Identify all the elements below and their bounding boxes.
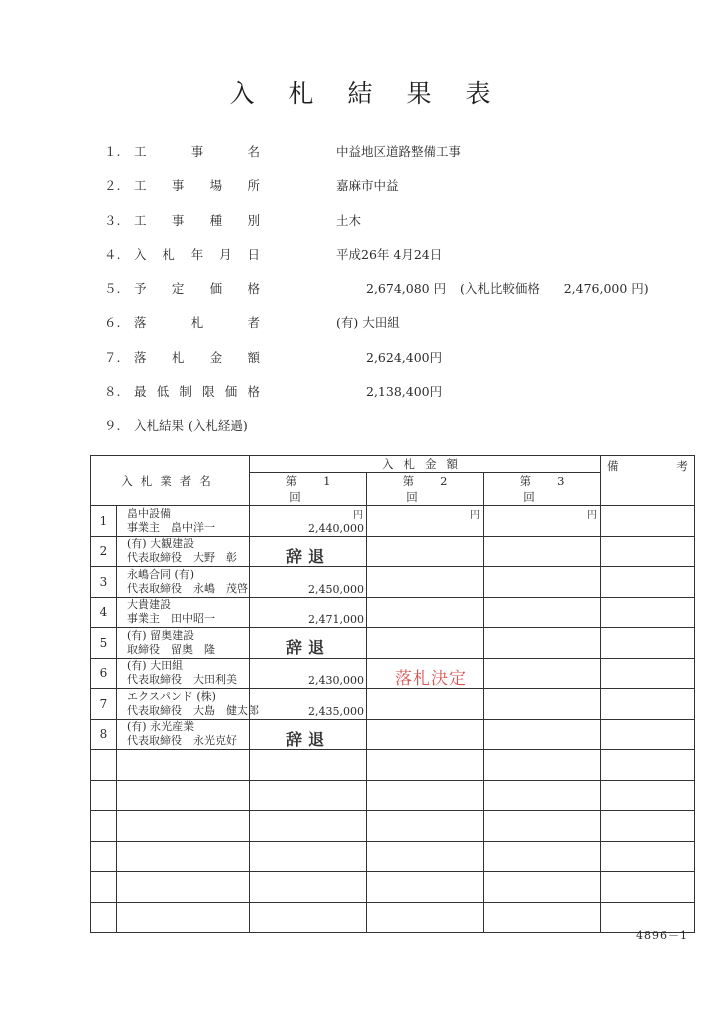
info-extra: (入札比較価格 2,476,000 円)	[460, 281, 649, 297]
empty-row	[91, 780, 695, 811]
info-label-char: 額	[247, 349, 260, 365]
info-number: ５.	[104, 281, 121, 297]
empty-cell	[117, 841, 250, 872]
bid-row	[91, 719, 695, 750]
bid-amount: 2,450,000	[308, 582, 364, 596]
bidder-name	[117, 658, 250, 689]
notes-cell	[601, 506, 695, 537]
empty-cell	[484, 841, 601, 872]
notes-cell	[601, 719, 695, 750]
empty-cell	[484, 750, 601, 781]
empty-cell	[250, 780, 367, 811]
info-label-char: 所	[247, 178, 260, 194]
round-2-header: 第2回	[367, 473, 484, 506]
info-label	[134, 313, 260, 331]
info-row	[104, 207, 704, 241]
empty-cell	[484, 872, 601, 903]
info-label-char: 価	[209, 281, 223, 297]
round-1-amount	[250, 506, 367, 537]
info-number: ３.	[104, 212, 121, 228]
info-label-char: 入	[134, 246, 147, 262]
declined-mark: 辞退	[285, 729, 330, 749]
empty-row	[91, 902, 695, 933]
round-2-amount	[367, 597, 484, 628]
empty-cell	[250, 872, 367, 903]
empty-row	[91, 872, 695, 903]
empty-cell	[601, 811, 695, 842]
company-name: 大貴建設	[127, 598, 171, 612]
round-1-amount	[250, 567, 367, 598]
round-2-amount	[367, 658, 484, 689]
info-label	[134, 176, 260, 194]
info-label-char: 価	[224, 384, 238, 400]
info-label-char: 落	[134, 349, 147, 365]
notes-cell	[601, 689, 695, 720]
notes-cell	[601, 536, 695, 567]
amount-header: 入札金額	[250, 456, 601, 473]
empty-cell	[117, 902, 250, 933]
empty-cell	[601, 872, 695, 903]
notes-cell	[601, 628, 695, 659]
bid-results-table	[90, 455, 695, 933]
bidder-number: 3	[91, 567, 117, 598]
info-label-char: 予	[134, 281, 147, 297]
info-row	[104, 378, 704, 412]
empty-cell	[601, 750, 695, 781]
info-value: 嘉麻市中益	[336, 178, 399, 194]
round-1-amount	[250, 689, 367, 720]
info-value: (有) 大田組	[336, 315, 400, 331]
info-label-char: 札	[190, 315, 204, 331]
company-name: 畠中設備	[127, 506, 171, 520]
info-number: ２.	[104, 178, 121, 194]
info-label: 入札結果 (入札経過)	[134, 418, 248, 434]
bid-row	[91, 536, 695, 567]
info-number: １.	[104, 144, 121, 159]
round-2-amount	[367, 536, 484, 567]
representative-name: 代表取締役 大野 彰	[127, 551, 237, 565]
bid-row	[91, 506, 695, 537]
info-row	[104, 309, 704, 343]
bidder-header: 入札業者名	[91, 456, 250, 506]
bidder-number: 8	[91, 719, 117, 750]
empty-cell	[367, 872, 484, 903]
round-3-amount	[484, 689, 601, 720]
info-row	[104, 138, 704, 172]
round-3-amount	[484, 567, 601, 598]
notes-header-left: 備	[607, 459, 619, 473]
round-2-amount	[367, 628, 484, 659]
bidder-name	[117, 506, 250, 537]
info-label-char: 事	[171, 178, 185, 194]
round-3-amount	[484, 536, 601, 567]
round-3-amount	[484, 658, 601, 689]
yen-unit: 円	[470, 510, 480, 521]
company-name: (有) 大観建設	[127, 537, 195, 551]
info-value: 中益地区道路整備工事	[336, 144, 462, 159]
empty-cell	[484, 902, 601, 933]
empty-cell	[367, 750, 484, 781]
empty-cell	[91, 750, 117, 781]
round-1-amount	[250, 536, 367, 567]
empty-cell	[91, 780, 117, 811]
round-3-amount	[484, 506, 601, 537]
bidder-name	[117, 689, 259, 720]
bidder-number: 6	[91, 658, 117, 689]
info-label-char: 工	[134, 144, 147, 159]
declined-mark: 辞退	[285, 638, 330, 657]
info-number: ８.	[104, 384, 121, 400]
bidder-number: 7	[91, 689, 117, 720]
round-3-amount	[484, 628, 601, 659]
empty-cell	[117, 780, 250, 811]
notes-header-right: 考	[676, 459, 688, 473]
notes-cell	[601, 597, 695, 628]
bid-row	[91, 567, 695, 598]
bidder-name	[117, 536, 250, 567]
info-label-char: 別	[247, 212, 260, 228]
info-row	[104, 275, 704, 309]
bid-row	[91, 597, 695, 628]
info-label-char: 限	[202, 384, 215, 400]
representative-name: 代表取締役 永光克好	[127, 734, 237, 748]
representative-name: 事業主 畠中洋一	[127, 520, 215, 534]
info-label-char: 格	[247, 384, 260, 400]
info-label-char: 者	[247, 315, 260, 331]
round-2-amount	[367, 689, 484, 720]
info-label-char: 低	[156, 384, 170, 400]
info-label-char: 札	[171, 349, 185, 365]
empty-cell	[484, 780, 601, 811]
bidder-number: 1	[91, 506, 117, 537]
award-stamp: 落札決定	[395, 668, 467, 689]
bid-amount: 2,471,000	[308, 613, 364, 626]
info-label-char: 落	[134, 315, 147, 331]
round-1-header: 第1回	[250, 473, 367, 506]
notes-cell	[601, 658, 695, 689]
empty-cell	[367, 841, 484, 872]
info-label-char: 定	[171, 281, 185, 297]
notes-header	[601, 456, 695, 506]
yen-unit: 円	[587, 510, 597, 521]
info-row	[104, 241, 704, 275]
empty-cell	[250, 841, 367, 872]
info-label	[134, 279, 260, 297]
info-label	[134, 142, 260, 160]
representative-name: 代表取締役 永嶋 茂啓	[127, 581, 248, 595]
empty-cell	[117, 750, 250, 781]
company-name: (有) 大田組	[127, 659, 184, 673]
round-1-amount	[250, 628, 367, 659]
empty-row	[91, 750, 695, 781]
info-label	[134, 382, 260, 400]
info-label	[134, 211, 260, 229]
empty-cell	[91, 872, 117, 903]
info-label-char: 日	[247, 246, 260, 262]
notes-cell	[601, 567, 695, 598]
empty-cell	[367, 811, 484, 842]
bid-row	[91, 628, 695, 659]
info-value: 2,674,080 円	[366, 281, 447, 297]
empty-cell	[601, 780, 695, 811]
empty-cell	[484, 811, 601, 842]
info-number: ４.	[104, 246, 121, 262]
empty-cell	[250, 750, 367, 781]
representative-name: 代表取締役 大田利美	[127, 673, 237, 687]
round-3-amount	[484, 719, 601, 750]
info-label-char: 月	[219, 246, 232, 262]
info-label-char: 札	[162, 246, 175, 262]
bid-amount: 2,435,000	[308, 704, 364, 718]
bidder-number: 5	[91, 628, 117, 659]
info-label-char: 金	[209, 349, 223, 365]
company-name: (有) 留奥建設	[127, 628, 195, 642]
info-value: 土木	[336, 212, 362, 228]
company-name: 永嶋合同 (有)	[127, 567, 195, 581]
project-info	[104, 138, 704, 447]
bidder-number: 2	[91, 536, 117, 567]
bid-amount: 2,440,000	[308, 521, 364, 535]
info-row	[104, 344, 704, 378]
round-2-amount	[367, 506, 484, 537]
bidder-name	[117, 628, 250, 659]
info-number: ６.	[104, 315, 121, 331]
bidder-name	[117, 719, 250, 750]
bid-row	[91, 689, 695, 720]
round-3-header: 第3回	[484, 473, 601, 506]
round-1-amount	[250, 658, 367, 689]
info-label-char: 工	[134, 178, 147, 194]
info-label	[134, 245, 260, 263]
yen-unit: 円	[353, 510, 363, 521]
info-row	[104, 172, 704, 206]
round-2-amount	[367, 719, 484, 750]
empty-cell	[91, 811, 117, 842]
info-label-char: 場	[209, 178, 223, 194]
representative-name: 代表取締役 大島 健太郎	[127, 703, 259, 717]
empty-cell	[91, 841, 117, 872]
empty-cell	[367, 902, 484, 933]
info-value: 2,624,400円	[366, 349, 443, 365]
round-1-amount	[250, 719, 367, 750]
empty-cell	[367, 780, 484, 811]
empty-cell	[117, 872, 250, 903]
info-label-char: 年	[190, 246, 204, 262]
info-number: ９.	[104, 418, 121, 434]
empty-cell	[250, 902, 367, 933]
round-1-amount	[250, 597, 367, 628]
info-row	[104, 412, 704, 446]
representative-name: 取締役 留奥 隆	[127, 642, 215, 656]
bid-row	[91, 658, 695, 689]
declined-mark: 辞退	[285, 546, 330, 566]
info-label-char: 種	[209, 212, 223, 228]
empty-cell	[250, 811, 367, 842]
company-name: エクスパンド (株)	[127, 689, 216, 703]
empty-row	[91, 841, 695, 872]
empty-cell	[601, 841, 695, 872]
empty-cell	[91, 902, 117, 933]
info-number: ７.	[104, 349, 121, 365]
round-2-amount	[367, 567, 484, 598]
company-name: (有) 永光産業	[127, 720, 195, 734]
page-title: 入札結果表	[229, 79, 525, 108]
info-label-char: 最	[134, 384, 147, 400]
bidder-name	[117, 597, 250, 628]
document-number: 4896－1	[636, 929, 688, 942]
info-label-char: 格	[247, 281, 260, 297]
representative-name: 事業主 田中昭一	[127, 612, 215, 626]
info-value: 平成26年 4月24日	[336, 246, 443, 262]
empty-cell	[117, 811, 250, 842]
empty-row	[91, 811, 695, 842]
info-label-char: 事	[190, 144, 204, 159]
info-label	[134, 348, 260, 366]
bidder-number: 4	[91, 597, 117, 628]
info-label-char: 事	[171, 212, 185, 228]
info-label-char: 工	[134, 212, 147, 228]
bid-amount: 2,430,000	[308, 674, 364, 687]
bidder-name	[117, 567, 250, 598]
round-3-amount	[484, 597, 601, 628]
info-label-char: 制	[179, 384, 192, 400]
info-value: 2,138,400円	[366, 384, 443, 400]
info-label-char: 名	[247, 144, 260, 159]
